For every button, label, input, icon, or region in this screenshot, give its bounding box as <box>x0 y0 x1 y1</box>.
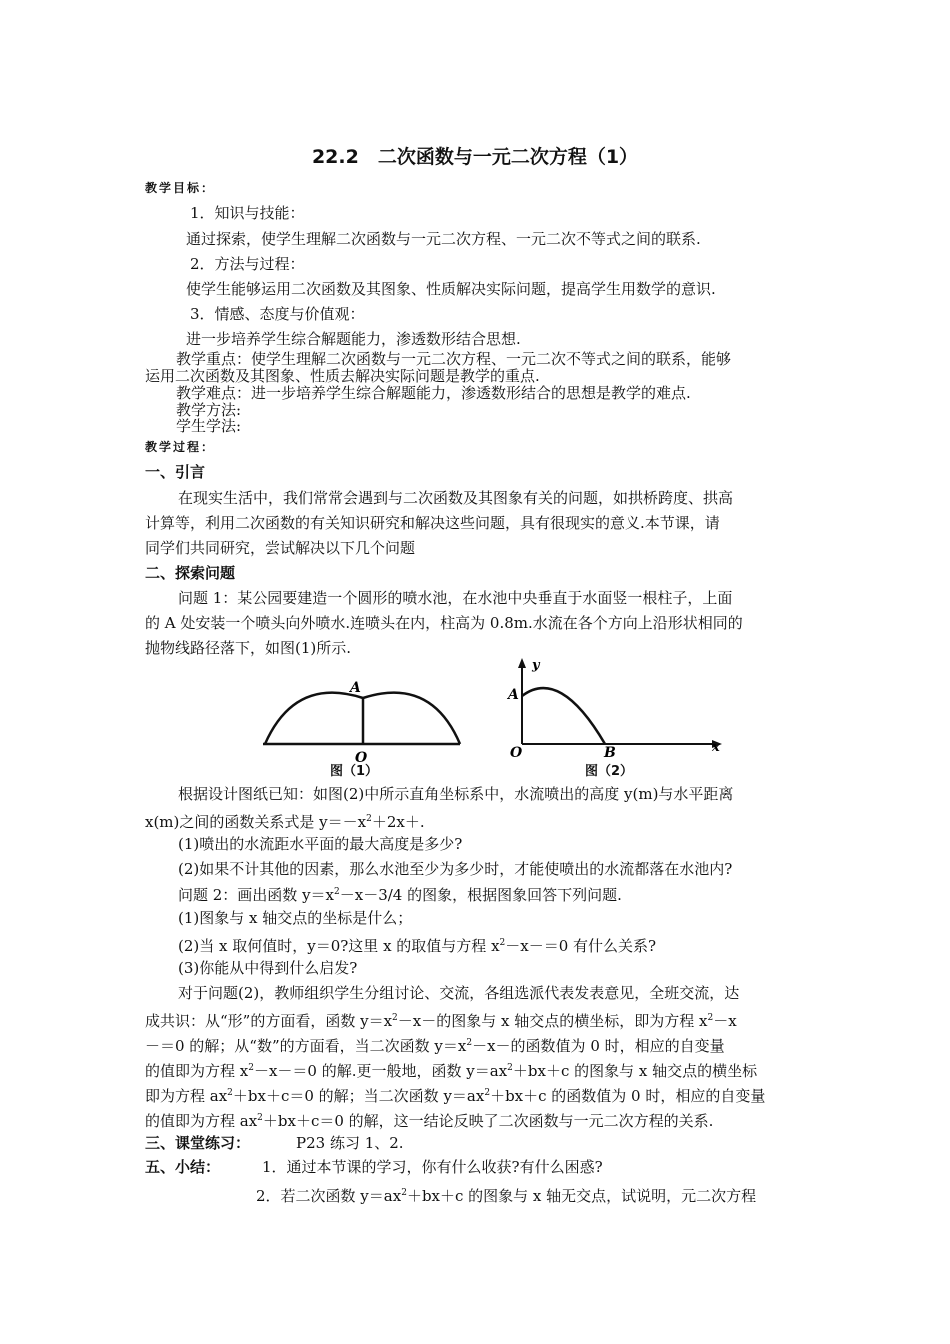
question-line <box>178 933 656 956</box>
section1-line: 在现实生活中，我们常常会遇到与二次函数及其图象有关的问题，如拱桥跨度、拱高 <box>178 489 734 507</box>
superscript: 2 <box>507 1063 513 1073</box>
section1-line: 计算等，利用二次函数的有关知识研究和解决这些问题，具有很现实的意义.本节课，请 <box>145 514 720 532</box>
process-heading: 教学过程： <box>145 440 216 454</box>
question-line: (1)喷出的水流距水平面的最大高度是多少? <box>178 835 463 853</box>
text-run: x(m)之间的函数关系式是 y＝－x <box>145 813 367 831</box>
objective-line: 1．知识与技能： <box>190 204 305 222</box>
fig1-label-o: O <box>355 750 368 766</box>
fig2-label-y: y <box>532 658 540 673</box>
discussion-line <box>145 1033 725 1056</box>
section5-heading: 五、小结： <box>145 1158 221 1176</box>
question-line: (2)如果不计其他的因素，那么水池至少为多少时，才能使喷出的水流都落在水池内? <box>178 860 733 878</box>
objective-line: 进一步培养学生综合解题能力，渗透数形结合思想. <box>186 330 521 348</box>
fig2-label-a: A <box>508 687 519 703</box>
text-run: ＋bx＋c 的图象与 x 轴无交点，试说明，元二次方程 <box>406 1187 757 1205</box>
objective-line: 通过探索，使学生理解二次函数与一元二次方程、一元二次不等式之间的联系. <box>186 230 701 248</box>
superscript: 2 <box>366 814 372 824</box>
objective-line: 2．方法与过程： <box>190 255 305 273</box>
text-run: 问题 2：画出函数 y＝x <box>178 886 335 904</box>
objectives-heading: 教学目标： <box>145 181 216 195</box>
text-run: ＋bx＋c 的图象与 x 轴交点的横坐标 <box>512 1062 758 1080</box>
text-run: －x－＝0 的解.更一般地，函数 y＝ax <box>253 1062 508 1080</box>
discussion-line <box>145 1083 765 1106</box>
superscript: 2 <box>248 1063 254 1073</box>
body-line: 根据设计图纸已知：如图(2)中所示直角坐标系中，水流喷出的高度 y(m)与水平距离 <box>178 785 734 803</box>
superscript: 2 <box>257 1113 263 1123</box>
fig2-label-o: O <box>510 745 523 761</box>
discussion-line <box>145 1008 737 1031</box>
text-run: (2)当 x 取何值时，y＝0?这里 x 的取值与方程 x <box>178 937 500 955</box>
problem1-line: 问题 1：某公园要建造一个圆形的喷水池，在水池中央垂直于水面竖一根柱子，上面 <box>178 589 733 607</box>
text-run: －＝0 的解；从“数”的方面看，当二次函数 y＝x <box>145 1037 467 1055</box>
keypoint-line: 运用二次函数及其图象、性质去解决实际问题是教学的重点. <box>145 367 540 385</box>
text-run: 的值即为方程 x <box>145 1062 249 1080</box>
keypoint-line: 教学重点：使学生理解二次函数与一元二次方程、一元二次不等式之间的联系，能够 <box>176 350 732 368</box>
fig2-label-x: x <box>712 740 720 755</box>
discussion-line <box>145 1108 713 1131</box>
text-run: 的值即为方程 ax <box>145 1112 258 1130</box>
superscript: 2 <box>334 887 340 897</box>
text-run: －x－的图象与 x 轴交点的横坐标，即为方程 x <box>397 1012 708 1030</box>
study-line: 学生学法: <box>176 417 242 435</box>
fig2-label-b: B <box>604 745 616 761</box>
document-title: 22.2 二次函数与一元二次方程（1） <box>311 146 639 168</box>
text-run: －x－的函数值为 0 时，相应的自变量 <box>472 1037 725 1055</box>
discussion-line: 对于问题(2)，教师组织学生分组讨论、交流，各组选派代表发表意见，全班交流，达 <box>178 984 740 1002</box>
superscript: 2 <box>484 1088 491 1098</box>
text-run: －x <box>713 1012 737 1030</box>
text-run: 2．若二次函数 y＝ax <box>256 1187 402 1205</box>
coordinate-figure-2 <box>500 655 730 765</box>
difficulty-line: 教学难点：进一步培养学生综合解题能力，渗透数形结合的思想是教学的难点. <box>176 384 691 402</box>
superscript: 2 <box>499 938 506 948</box>
section3-heading: 三、课堂练习： <box>145 1134 251 1152</box>
problem1-line: 抛物线路径落下，如图(1)所示. <box>145 639 352 657</box>
superscript: 2 <box>392 1013 398 1023</box>
text-run: ＋bx＋c 的函数值为 0 时，相应的自变量 <box>490 1087 766 1105</box>
superscript: 2 <box>401 1188 407 1198</box>
text-run: ＋bx＋c＝0 的解；当二次函数 y＝ax <box>232 1087 485 1105</box>
superscript: 2 <box>227 1088 233 1098</box>
objective-line: 使学生能够运用二次函数及其图象、性质解决实际问题，提高学生用数学的意识. <box>186 280 716 298</box>
text-run: 即为方程 ax <box>145 1087 228 1105</box>
section1-heading: 一、引言 <box>145 463 206 481</box>
text-run: －x－3/4 的图象，根据图象回答下列问题. <box>339 886 622 904</box>
body-line <box>145 809 425 832</box>
fig2-caption: 图（2） <box>585 764 634 779</box>
text-run: ＋bx＋c＝0 的解，这一结论反映了二次函数与一元二次方程的关系. <box>262 1112 714 1130</box>
fig1-label-a: A <box>350 680 361 696</box>
method-line: 教学方法: <box>176 401 242 419</box>
text-run: ＋2x＋. <box>371 813 425 831</box>
summary-item: 1．通过本节课的学习，你有什么收获?有什么困惑? <box>262 1158 603 1176</box>
question-line: (1)图象与 x 轴交点的坐标是什么； <box>178 909 413 927</box>
text-run: －x－＝0 有什么关系? <box>505 937 657 955</box>
problem1-line: 的 A 处安装一个喷头向外喷水.连喷头在内，柱高为 0.8m.水流在各个方向上沿形状相同的 <box>145 614 743 632</box>
superscript: 2 <box>466 1038 473 1048</box>
section3-text: P23 练习 1、2. <box>296 1134 404 1152</box>
section2-heading: 二、探索问题 <box>145 564 236 582</box>
summary-item <box>256 1183 756 1206</box>
section1-line: 同学们共同研究，尝试解决以下几个问题 <box>145 539 416 557</box>
objective-line: 3．情感、态度与价值观： <box>190 305 365 323</box>
fig1-caption: 图（1） <box>330 764 379 779</box>
discussion-line <box>145 1058 757 1081</box>
problem2-line <box>178 882 622 905</box>
superscript: 2 <box>707 1013 714 1023</box>
question-line: (3)你能从中得到什么启发? <box>178 959 358 977</box>
text-run: 成共识：从“形”的方面看，函数 y＝x <box>145 1012 393 1030</box>
